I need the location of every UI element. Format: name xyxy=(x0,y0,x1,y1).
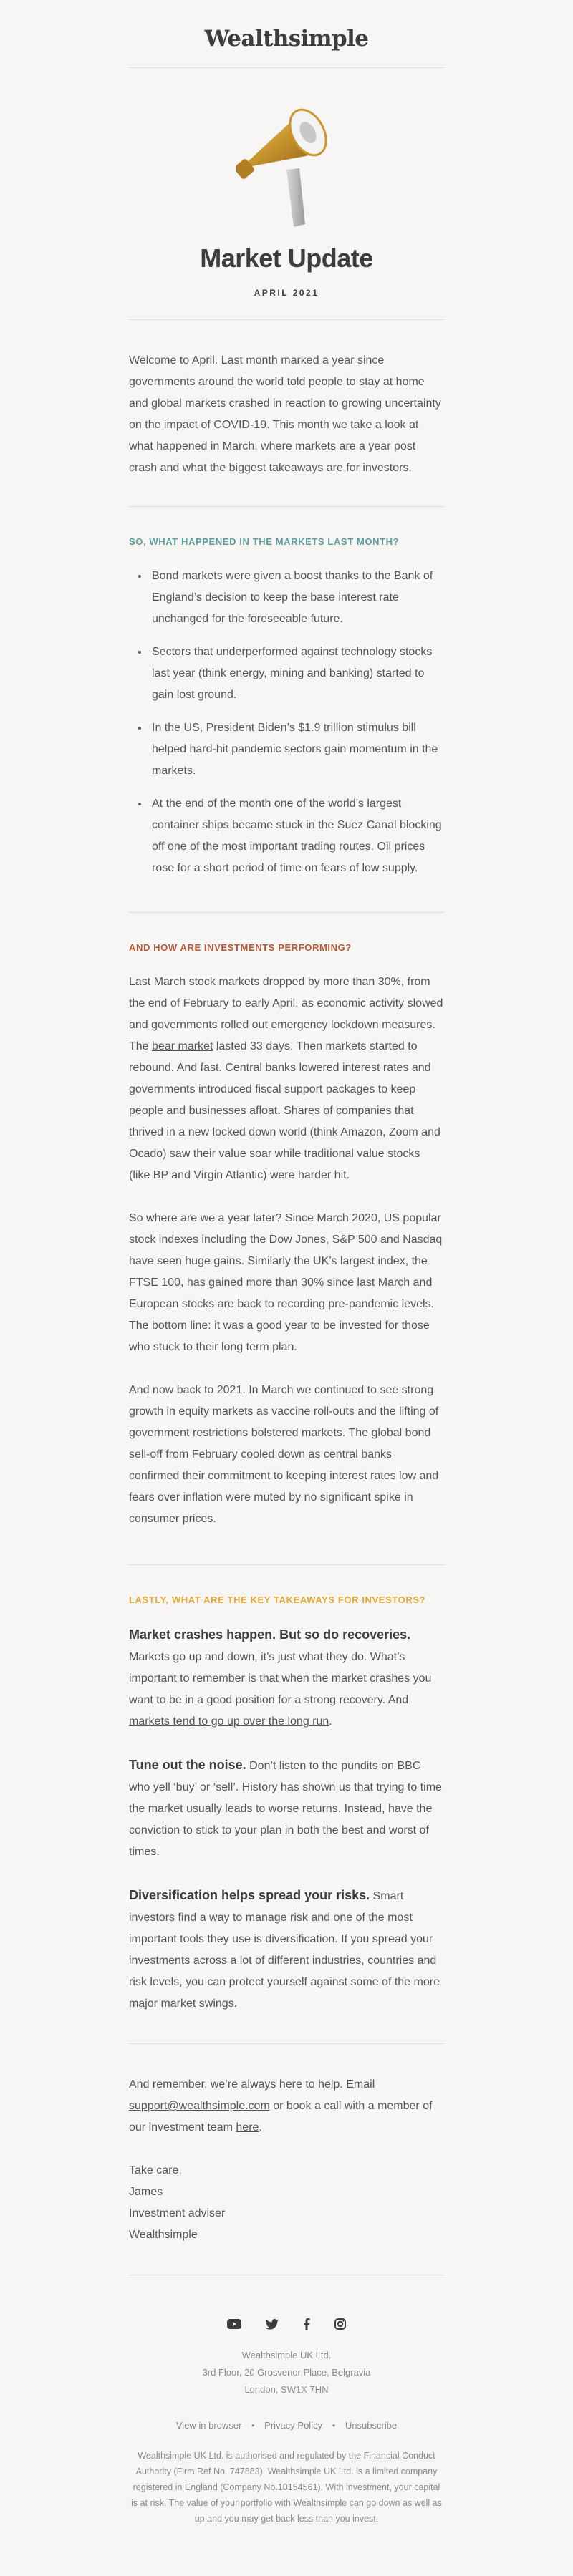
facebook-icon[interactable] xyxy=(303,2318,310,2330)
megaphone-icon xyxy=(236,84,337,234)
performance-section xyxy=(129,913,444,1551)
address-line: 3rd Floor, 20 Grosvenor Place, Belgravia xyxy=(202,2367,371,2378)
twitter-icon[interactable] xyxy=(266,2319,279,2330)
takeaway-title: Market crashes happen. But so do recoveries. xyxy=(129,1627,411,1642)
brand-logo[interactable]: Wealthsimple xyxy=(204,26,369,52)
paragraph: So where are we a year later? Since March 2020, US popular stock indexes including the Dow Jones, S&P 500 and Nasdaq have seen huge gains. Similarly the UK’s largest index, the FTSE 100, has gained more than 30% since last March and European stocks are back to recording pre-pandemic levels. The bottom line: it was a good year to be invested for those who stuck to their long term plan. xyxy=(129,1212,443,1353)
long-run-link[interactable]: markets tend to go up over the long run xyxy=(129,1715,329,1728)
takeaway xyxy=(129,1754,444,1863)
takeaways-section xyxy=(129,1565,444,2036)
list-item: • Sectors that underperformed against technology stocks last year (think energy, mining and banking) started to gain lost ground. xyxy=(149,641,444,706)
text: lasted 33 days. Then markets started to rebound. And fast. Central banks lowered interest rates and governments introduced fiscal support packages to keep people and businesses afloat. Shares of companies that thrived in a new locked down world (think Amazon, Zoom and Ocado) saw their value soar while traditional value stocks (like BP and Virgin Atlantic) were harder hit. xyxy=(129,1040,440,1181)
help-text xyxy=(129,2074,444,2139)
address-line: Wealthsimple UK Ltd. xyxy=(241,2350,332,2360)
book-call-link[interactable]: here xyxy=(236,2121,259,2134)
text: Smart investors find a way to manage risk and one of the most important tools they use is diversification. If you spread your investments across a lot of different industries, countries and risk levels, you can protect yourself against some of the more major market swings. xyxy=(129,1890,440,2010)
sender-role: Investment adviser xyxy=(129,2207,226,2219)
company-address xyxy=(0,2347,573,2398)
privacy-policy-link[interactable]: Privacy Policy xyxy=(264,2420,323,2431)
text: Markets go up and down, it’s just what they do. What’s important to remember is that when the market crashes you want to be in a good position for a strong recovery. And xyxy=(129,1651,432,1706)
takeaway xyxy=(129,1884,444,2015)
footer-links xyxy=(0,2420,573,2431)
footer xyxy=(0,2275,573,2527)
signoff-section xyxy=(129,2044,444,2275)
legal-disclaimer: Wealthsimple UK Ltd. is authorised and regulated by the Financial Conduct Authority (Firm Ref No. 747883). Wealthsimple UK Ltd. is a limited company registered in England (Company No.10154561). With investment, your capital is at risk. The value of your portfolio with Wealthsimple can go down as well as up and you may get back less than you invest. xyxy=(131,2451,442,2524)
text: Don’t listen to the pundits on BBC who yell ‘buy’ or ‘sell’. History has shown us that trying to time the market usually leads to worse returns. Instead, have the conviction to stick to your plan in both the best and worst of times. xyxy=(129,1760,442,1858)
closing: Take care, xyxy=(129,2164,182,2176)
list-item: • Bond markets were given a boost thanks to the Bank of England’s decision to keep the base interest rate unchanged for the foreseeable future. xyxy=(149,566,444,630)
takeaway-title: Diversification helps spread your risks. xyxy=(129,1888,370,1902)
list-item: • In the US, President Biden’s $1.9 trillion stimulus bill helped hard-hit pandemic sectors gain momentum in the markets. xyxy=(149,717,444,782)
intro-section xyxy=(129,320,444,506)
separator: • xyxy=(251,2420,255,2431)
takeaway-title: Tune out the noise. xyxy=(129,1758,246,1772)
section-heading: LASTLY, WHAT ARE THE KEY TAKEAWAYS FOR INVESTORS? xyxy=(129,1594,426,1605)
address-line: London, SW1X 7HN xyxy=(244,2384,329,2395)
social-links xyxy=(0,2310,573,2338)
separator: • xyxy=(332,2420,336,2431)
text: Last March stock markets dropped by more than 30%, from the end of February to early April, as economic activity slowed and governments rolled out emergency lockdown measures. The xyxy=(129,976,443,1052)
hero xyxy=(0,68,573,243)
sender-name: James xyxy=(129,2186,163,2198)
intro-text: Welcome to April. Last month marked a year since governments around the world told people to stay at home and global markets crashed in reaction to growing uncertainty on the impact of COVID-19. This month we take a look at what happened in March, where markets are a year post crash and what the biggest takeaways are for investors. xyxy=(129,354,441,474)
page-title: Market Update xyxy=(200,243,373,273)
sender-company: Wealthsimple xyxy=(129,2229,198,2241)
list-item: • At the end of the month one of the world’s largest container ships became stuck in the Suez Canal blocking off one of the most important trading routes. Oil prices rose for a short period of time on fears of low supply. xyxy=(149,793,444,879)
instagram-icon[interactable] xyxy=(334,2318,346,2330)
unsubscribe-link[interactable]: Unsubscribe xyxy=(345,2420,398,2431)
youtube-icon[interactable] xyxy=(227,2319,241,2329)
takeaway xyxy=(129,1624,444,1733)
text: . xyxy=(259,2121,262,2134)
text: And remember, we’re always here to help. Email xyxy=(129,2078,375,2091)
paragraph xyxy=(129,972,444,1186)
text: . xyxy=(329,1715,332,1728)
view-in-browser-link[interactable]: View in browser xyxy=(175,2420,242,2431)
paragraph: And now back to 2021. In March we continued to see strong growth in equity markets as vaccine roll-outs and the lifting of government restrictions bolstered markets. The global bond sell-off from February cooled down as central banks confirmed their commitment to keeping interest rates low and fears over inflation were muted by no significant spike in consumer prices. xyxy=(129,1384,439,1525)
section-heading: SO, WHAT HAPPENED IN THE MARKETS LAST MONTH? xyxy=(129,536,400,547)
bear-market-link[interactable]: bear market xyxy=(152,1040,213,1052)
issue-date: APRIL 2021 xyxy=(254,288,319,298)
support-email-link[interactable]: support@wealthsimple.com xyxy=(129,2100,270,2112)
bullet-list xyxy=(129,566,444,879)
markets-section xyxy=(129,507,444,912)
text: or book a call with a member of our investment team xyxy=(129,2100,433,2134)
section-heading: AND HOW ARE INVESTMENTS PERFORMING? xyxy=(129,942,352,953)
